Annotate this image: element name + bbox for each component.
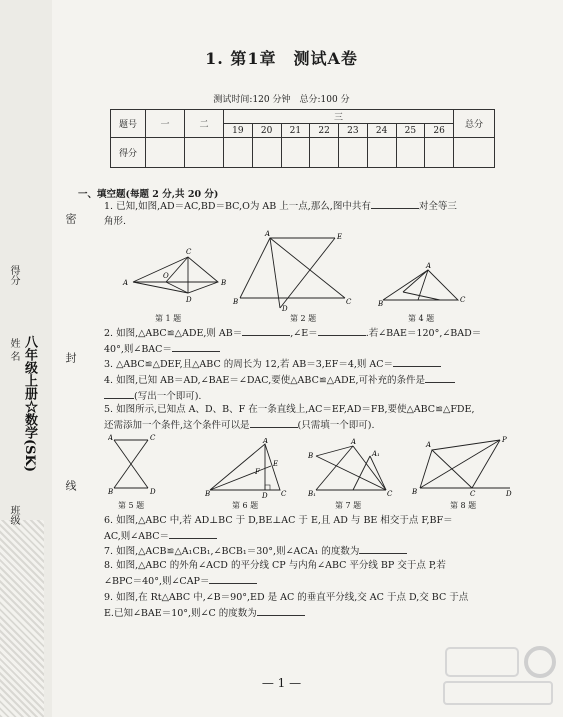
figure-5 [108, 432, 156, 497]
row-label-score: 得分 [111, 138, 146, 168]
test-time-info: 测试时间:120 分钟 总分:100 分 [213, 95, 350, 105]
question-6: 6. 如图,△ABC 中,若 AD⊥BC 于 D,BE⊥AC 于 E,且 AD 与 BE 相交于点 F,BF＝ AC,则∠ABC＝ [104, 515, 453, 542]
col-total: 总分 [454, 110, 495, 138]
label-A: A [426, 262, 432, 270]
label-B: B [108, 488, 114, 496]
figure-7 [308, 438, 393, 500]
col-num: 24 [367, 124, 396, 138]
label-B1: B₁ [308, 490, 316, 498]
label-C: C [186, 248, 192, 256]
binding-class-label: 班级 [8, 505, 19, 525]
score-cell[interactable] [146, 138, 185, 168]
label-B: B [378, 300, 384, 307]
figure-1 [118, 245, 228, 305]
label-B: B [233, 298, 239, 306]
col-san: 三 [224, 110, 454, 124]
col-num: 21 [281, 124, 310, 138]
label-A1: A₁ [372, 450, 380, 458]
question-8: 8. 如图,△ABC 的外角∠ACD 的平分线 CP 与内角∠ABC 平分线 BP 交于点 P,若 ∠BPC＝40°,则∠CAP＝ [104, 560, 446, 587]
page-title: 1. 第1章 测试A卷 [205, 49, 358, 68]
score-table [110, 109, 495, 168]
label-A: A [123, 279, 129, 287]
watermark-graphic [440, 640, 558, 710]
row-label-question: 题号 [111, 110, 146, 138]
answer-blank[interactable] [169, 528, 217, 539]
score-cell[interactable] [281, 138, 310, 168]
col-num: 20 [252, 124, 281, 138]
col-yi: 一 [146, 110, 185, 138]
label-D: D [186, 296, 192, 304]
figure-8-caption: 第 8 题 [450, 501, 477, 510]
label-D: D [282, 305, 288, 312]
label-F: F [255, 468, 260, 476]
figure-4 [378, 262, 468, 307]
label-A: A [426, 441, 432, 449]
binding-name-label: 姓 名 [8, 338, 19, 362]
label-B: B [308, 452, 314, 460]
figure-7-caption: 第 7 题 [335, 501, 362, 510]
seal-xian: 线 [64, 480, 77, 491]
score-cell[interactable] [224, 138, 253, 168]
label-E: E [337, 233, 343, 241]
label-B: B [205, 490, 211, 498]
label-C: C [150, 434, 156, 442]
score-cell[interactable] [339, 138, 368, 168]
question-2: 2. 如图,△ABC≌△ADE,则 AB＝ ,∠E＝ .若∠BAE＝120°,∠BAD＝ 40°,则∠BAC＝ [104, 325, 524, 357]
label-B: B [221, 279, 227, 287]
answer-blank[interactable] [257, 605, 305, 616]
label-D: D [150, 488, 156, 496]
col-num: 22 [310, 124, 339, 138]
col-er: 二 [185, 110, 224, 138]
question-7: 7. 如图,△ACB≌△A₁CB₁,∠BCB₁＝30°,则∠ACA₁ 的度数为 [104, 543, 524, 559]
binding-book-label: 八年级上册☆数学(SK) [22, 335, 37, 472]
label-A: A [351, 438, 357, 446]
section-heading: 一、填空题(每题 2 分,共 20 分) [78, 189, 219, 200]
watermark-logo [440, 640, 558, 710]
label-O: O [163, 272, 169, 280]
label-C: C [346, 298, 352, 306]
label-P: P [502, 436, 507, 444]
label-A: A [265, 230, 271, 238]
label-A: A [108, 434, 114, 442]
answer-blank[interactable] [371, 198, 419, 209]
question-9: 9. 如图,在 Rt△ABC 中,∠B＝90°,ED 是 AC 的垂直平分线,交 AC 于点 D,交 BC 于点 E.已知∠BAE＝10°,则∠C 的度数为 [104, 592, 469, 619]
score-cell[interactable] [425, 138, 454, 168]
figure-6 [205, 438, 290, 500]
score-cell[interactable] [185, 138, 224, 168]
question-5: 5. 如图所示,已知点 A、D、B、F 在一条直线上,AC＝EF,AD＝FB,要使△ABC≌△FDE, 还需添加一个条件,这个条件可以是 (只需填一个即可). [104, 404, 475, 431]
col-num: 25 [396, 124, 425, 138]
figure-2 [230, 230, 360, 312]
answer-blank[interactable] [393, 356, 441, 367]
label-C: C [281, 490, 287, 498]
page-number: — 1 — [261, 676, 302, 690]
score-cell[interactable] [367, 138, 396, 168]
figure-5-caption: 第 5 题 [118, 501, 145, 510]
answer-blank[interactable] [250, 417, 298, 428]
question-3: 3. △ABC≌△DEF,且△ABC 的周长为 12,若 AB＝3,EF＝4,则 AC＝ [104, 356, 524, 372]
label-D: D [262, 492, 268, 500]
binding-score-label: 得分 [8, 265, 19, 285]
figure-4-caption: 第 4 题 [408, 314, 435, 323]
seal-feng: 封 [64, 352, 77, 363]
score-cell[interactable] [396, 138, 425, 168]
label-D: D [506, 490, 512, 498]
label-C: C [470, 490, 476, 498]
seal-mi: 密 [64, 213, 77, 224]
label-C: C [460, 296, 466, 304]
figure-8 [410, 432, 515, 500]
figure-2-caption: 第 2 题 [290, 314, 317, 323]
answer-blank[interactable] [172, 341, 220, 352]
answer-blank[interactable] [359, 543, 407, 554]
answer-blank[interactable] [242, 325, 290, 336]
col-num: 19 [224, 124, 253, 138]
question-4: 4. 如图,已知 AB＝AD,∠BAE＝∠DAC,要使△ABC≌△ADE,可补充的条件是 (写出一个即可). [104, 372, 524, 404]
score-cell[interactable] [454, 138, 495, 168]
col-num: 23 [339, 124, 368, 138]
question-1: 1. 已知,如图,AD＝AC,BD＝BC,O为 AB 上一点,那么,图中共有 对全等三 角形. [104, 198, 524, 229]
answer-blank[interactable] [425, 372, 455, 383]
label-C: C [387, 490, 393, 498]
label-B: B [412, 488, 418, 496]
label-E: E [273, 460, 279, 468]
figure-6-caption: 第 6 题 [232, 501, 259, 510]
figure-1-caption: 第 1 题 [155, 314, 182, 323]
answer-blank[interactable] [209, 573, 257, 584]
score-cell[interactable] [310, 138, 339, 168]
answer-blank[interactable] [318, 325, 366, 336]
label-A: A [263, 438, 269, 445]
answer-blank[interactable] [104, 388, 134, 399]
score-cell[interactable] [252, 138, 281, 168]
col-num: 26 [425, 124, 454, 138]
